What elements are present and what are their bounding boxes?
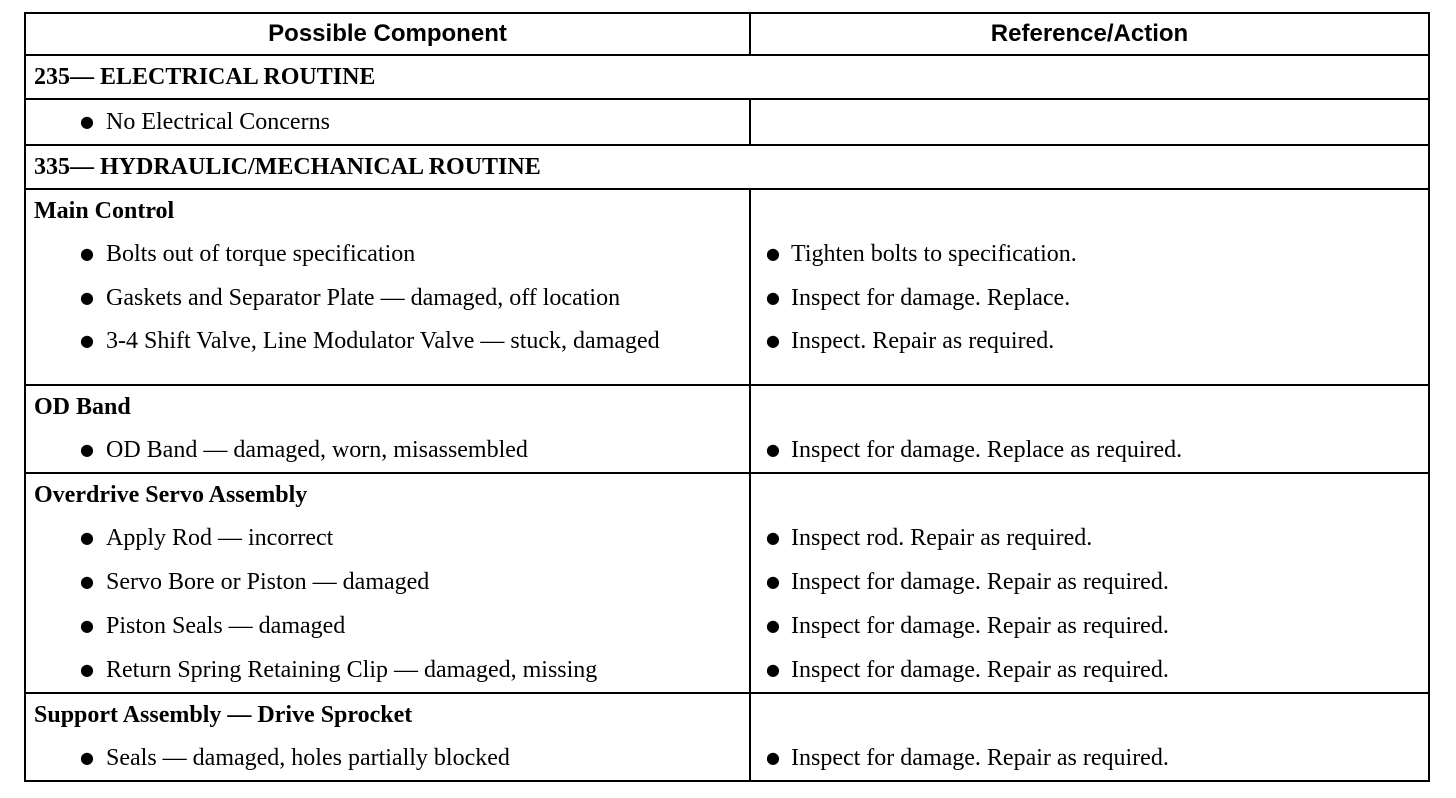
bullet-icon: ● (766, 244, 780, 263)
action-text: Inspect rod. Repair as required. (791, 525, 1093, 551)
header-row (25, 13, 1429, 55)
component-cell (25, 693, 750, 781)
action-item (751, 648, 1428, 692)
bullet-icon: ● (80, 748, 94, 767)
action-cell (750, 693, 1429, 781)
group-title: OD Band (34, 394, 131, 420)
component-item (26, 232, 749, 276)
component-text: Bolts out of torque specification (106, 241, 416, 267)
electrical-routine-title: 235— ELECTRICAL ROUTINE (25, 55, 1429, 99)
electrical-item (26, 100, 749, 144)
component-text: Gaskets and Separator Plate — damaged, off location (106, 285, 621, 311)
component-text: Return Spring Retaining Clip — damaged, missing (106, 657, 598, 683)
hydraulic-routine-title: 335— HYDRAULIC/MECHANICAL ROUTINE (25, 145, 1429, 189)
bullet-icon: ● (766, 288, 780, 307)
action-text: Inspect for damage. Repair as required. (791, 657, 1169, 683)
electrical-item-row (25, 99, 1429, 145)
action-spacer (751, 386, 1428, 428)
bullet-icon: ● (766, 440, 780, 459)
bullet-icon: ● (80, 112, 94, 131)
bullet-icon: ● (766, 660, 780, 679)
action-item (751, 604, 1428, 648)
action-text: Inspect for damage. Repair as required. (791, 745, 1169, 771)
component-text: Seals — damaged, holes partially blocked (106, 745, 510, 771)
action-item (751, 428, 1428, 472)
bullet-icon: ● (80, 440, 94, 459)
group-row (25, 189, 1429, 385)
electrical-routine-row (25, 55, 1429, 99)
component-item (26, 516, 749, 560)
bullet-icon: ● (766, 528, 780, 547)
action-text: Inspect for damage. Repair as required. (791, 613, 1169, 639)
bullet-icon: ● (80, 244, 94, 263)
bullet-icon: ● (766, 616, 780, 635)
action-cell (750, 189, 1429, 385)
component-text: Apply Rod — incorrect (106, 525, 334, 551)
component-cell (25, 385, 750, 473)
group-title: Support Assembly — Drive Sprocket (34, 702, 413, 728)
bullet-icon: ● (766, 331, 780, 350)
component-cell (25, 189, 750, 385)
action-item (751, 560, 1428, 604)
component-text: 3-4 Shift Valve, Line Modulator Valve — stuck, damaged (106, 328, 660, 354)
electrical-item-cell (25, 99, 750, 145)
action-spacer (751, 474, 1428, 516)
bullet-icon: ● (80, 288, 94, 307)
action-text: Inspect for damage. Replace as required. (791, 437, 1183, 463)
bullet-icon: ● (80, 616, 94, 635)
component-item (26, 428, 749, 472)
component-item (26, 320, 749, 384)
action-item (751, 320, 1428, 384)
group-title: Overdrive Servo Assembly (34, 482, 308, 508)
reference-action-header: Reference/Action (750, 13, 1429, 55)
component-text: Piston Seals — damaged (106, 613, 346, 639)
bullet-icon: ● (80, 660, 94, 679)
action-text: Inspect for damage. Replace. (791, 285, 1071, 311)
action-cell (750, 473, 1429, 693)
diagnosis-table (24, 12, 1430, 782)
component-item (26, 736, 749, 780)
possible-component-header: Possible Component (25, 13, 750, 55)
action-item (751, 736, 1428, 780)
bullet-icon: ● (766, 572, 780, 591)
component-item (26, 276, 749, 320)
action-item (751, 516, 1428, 560)
electrical-item-text: No Electrical Concerns (106, 109, 330, 135)
bullet-icon: ● (80, 331, 94, 350)
hydraulic-routine-row (25, 145, 1429, 189)
bullet-icon: ● (80, 572, 94, 591)
action-item (751, 276, 1428, 320)
component-item (26, 648, 749, 692)
action-text: Inspect for damage. Repair as required. (791, 569, 1169, 595)
group-row (25, 473, 1429, 693)
group-row (25, 693, 1429, 781)
bullet-icon: ● (80, 528, 94, 547)
action-text: Tighten bolts to specification. (791, 241, 1077, 267)
bullet-icon: ● (766, 748, 780, 767)
component-item (26, 604, 749, 648)
action-cell (750, 385, 1429, 473)
component-text: OD Band — damaged, worn, misassembled (106, 437, 528, 463)
action-spacer (751, 190, 1428, 232)
group-row (25, 385, 1429, 473)
component-text: Servo Bore or Piston — damaged (106, 569, 430, 595)
group-title: Main Control (34, 198, 175, 224)
action-item (751, 232, 1428, 276)
action-text: Inspect. Repair as required. (791, 328, 1055, 354)
electrical-action-cell (750, 99, 1429, 145)
component-cell (25, 473, 750, 693)
component-item (26, 560, 749, 604)
action-spacer (751, 694, 1428, 736)
